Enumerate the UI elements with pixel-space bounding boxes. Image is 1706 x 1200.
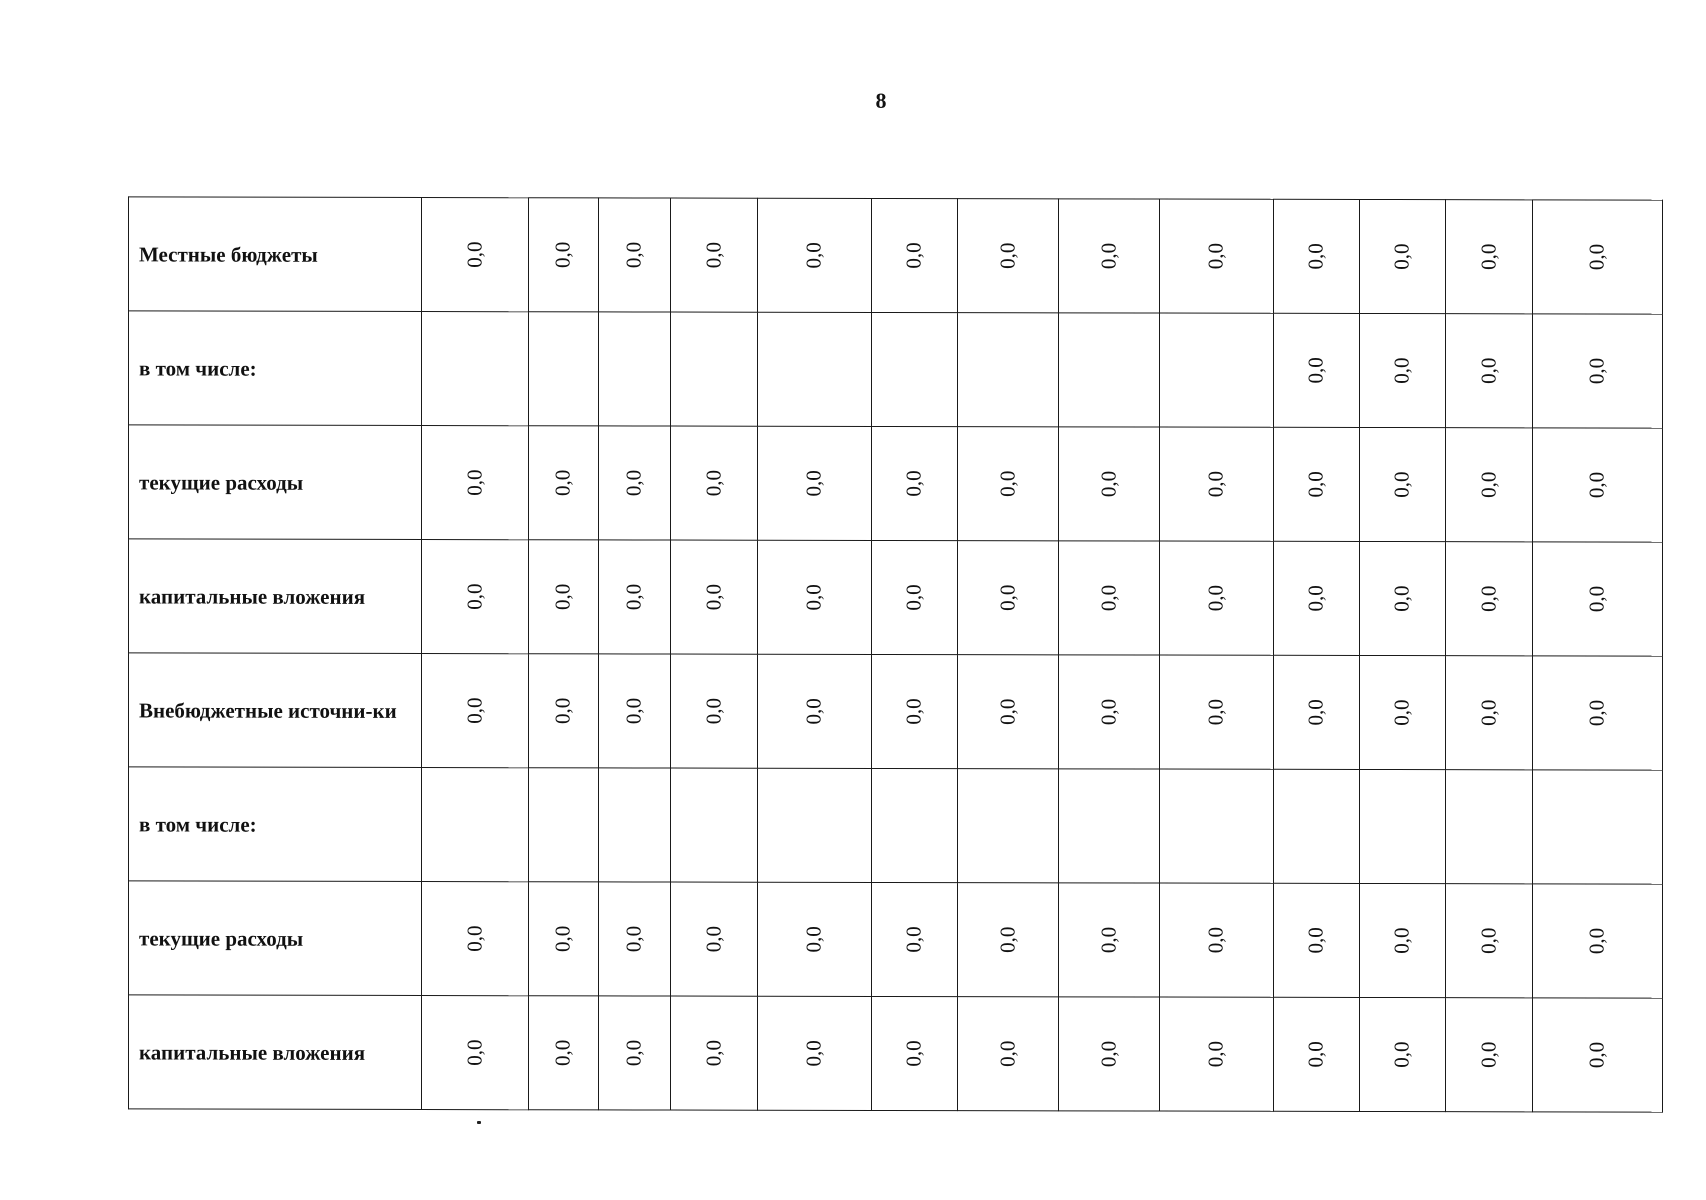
table-cell bbox=[1160, 313, 1274, 427]
cell-value: 0,0 bbox=[622, 469, 646, 497]
cell-value: 0,0 bbox=[995, 698, 1020, 725]
cell-value: 0,0 bbox=[1585, 1041, 1609, 1069]
cell-value: 0,0 bbox=[802, 584, 826, 611]
cell-value: 0,0 bbox=[1096, 698, 1121, 726]
table-row bbox=[129, 881, 1663, 998]
table-cell bbox=[1059, 883, 1160, 997]
table-cell bbox=[1533, 884, 1663, 998]
table-cell bbox=[599, 882, 671, 996]
table-cell bbox=[1360, 997, 1446, 1111]
cell-value: 0,0 bbox=[1390, 471, 1414, 498]
table-cell bbox=[1274, 997, 1360, 1111]
table-cell bbox=[1446, 542, 1533, 656]
table-cell bbox=[1274, 427, 1360, 541]
cell-value: 0,0 bbox=[802, 470, 826, 497]
table-cell bbox=[1446, 428, 1533, 542]
cell-value: 0,0 bbox=[462, 241, 487, 268]
cell-value: 0,0 bbox=[701, 1039, 726, 1067]
table-cell bbox=[1446, 200, 1533, 314]
cell-value: 0,0 bbox=[1476, 243, 1501, 270]
cell-value: 0,0 bbox=[1204, 243, 1228, 270]
table-cell bbox=[1360, 883, 1446, 997]
cell-value: 0,0 bbox=[1304, 585, 1328, 612]
table-cell bbox=[671, 426, 758, 540]
cell-value: 0,0 bbox=[1476, 927, 1501, 954]
table-cell bbox=[422, 768, 529, 882]
cell-value: 0,0 bbox=[1585, 699, 1609, 727]
table-cell bbox=[958, 541, 1059, 655]
cell-value: 0,0 bbox=[802, 926, 826, 953]
cell-value: 0,0 bbox=[701, 241, 726, 269]
table-cell bbox=[872, 198, 958, 312]
table-cell bbox=[1160, 199, 1274, 313]
cell-value: 0,0 bbox=[1585, 471, 1609, 499]
table-cell bbox=[529, 312, 599, 426]
table-cell bbox=[1160, 997, 1274, 1111]
table-cell bbox=[1059, 199, 1160, 313]
table-cell bbox=[1533, 656, 1663, 770]
table-cell bbox=[1059, 769, 1160, 883]
cell-value: 0,0 bbox=[1585, 927, 1609, 955]
table-cell bbox=[599, 312, 671, 426]
table-cell bbox=[529, 540, 599, 654]
cell-value: 0,0 bbox=[1304, 1041, 1328, 1068]
table-body bbox=[129, 197, 1663, 1112]
table-cell bbox=[671, 198, 758, 312]
cell-value: 0,0 bbox=[462, 583, 487, 610]
row-label: текущие расходы bbox=[129, 425, 422, 540]
cell-value: 0,0 bbox=[701, 583, 726, 611]
table-cell bbox=[1059, 997, 1160, 1111]
table-row bbox=[129, 653, 1663, 770]
table-cell bbox=[599, 768, 671, 882]
table-cell bbox=[422, 996, 529, 1110]
row-label: в том числе: bbox=[129, 767, 422, 882]
table-cell bbox=[958, 313, 1059, 427]
table-cell bbox=[758, 540, 872, 654]
cell-value: 0,0 bbox=[1390, 927, 1414, 954]
cell-value: 0,0 bbox=[551, 925, 575, 952]
table-cell bbox=[1059, 313, 1160, 427]
cell-value: 0,0 bbox=[551, 241, 575, 268]
table-cell bbox=[422, 198, 529, 312]
cell-value: 0,0 bbox=[462, 925, 487, 952]
cell-value: 0,0 bbox=[622, 583, 646, 611]
table-cell bbox=[529, 654, 599, 768]
table-cell bbox=[872, 540, 958, 654]
table-cell bbox=[1533, 542, 1663, 656]
cell-value: 0,0 bbox=[995, 242, 1020, 269]
table-cell bbox=[1533, 314, 1663, 428]
table-cell bbox=[872, 996, 958, 1110]
table-cell bbox=[1446, 884, 1533, 998]
table-cell bbox=[1274, 541, 1360, 655]
table-cell bbox=[599, 996, 671, 1110]
cell-value: 0,0 bbox=[1476, 1041, 1501, 1068]
cell-value: 0,0 bbox=[1476, 357, 1501, 384]
table-row bbox=[129, 995, 1663, 1112]
cell-value: 0,0 bbox=[551, 697, 575, 724]
cell-value: 0,0 bbox=[1304, 357, 1328, 384]
table-cell bbox=[529, 198, 599, 312]
cell-value: 0,0 bbox=[902, 698, 926, 725]
table-row bbox=[129, 767, 1663, 884]
cell-value: 0,0 bbox=[902, 926, 926, 953]
table-cell bbox=[958, 655, 1059, 769]
table-cell bbox=[1274, 769, 1360, 883]
table-cell bbox=[1360, 313, 1446, 427]
table-row bbox=[129, 311, 1663, 428]
table-cell bbox=[671, 654, 758, 768]
table-cell bbox=[529, 882, 599, 996]
table-cell bbox=[1533, 998, 1663, 1112]
cell-value: 0,0 bbox=[622, 697, 646, 725]
table-cell bbox=[758, 198, 872, 312]
table-cell bbox=[599, 540, 671, 654]
table-cell bbox=[758, 654, 872, 768]
cell-value: 0,0 bbox=[1304, 927, 1328, 954]
table-cell bbox=[599, 426, 671, 540]
table-cell bbox=[422, 654, 529, 768]
cell-value: 0,0 bbox=[622, 1039, 646, 1067]
table-cell bbox=[872, 654, 958, 768]
cell-value: 0,0 bbox=[1096, 584, 1121, 612]
cell-value: 0,0 bbox=[462, 697, 487, 724]
cell-value: 0,0 bbox=[802, 1040, 826, 1067]
cell-value: 0,0 bbox=[701, 697, 726, 725]
cell-value: 0,0 bbox=[551, 1039, 575, 1066]
table-cell bbox=[671, 540, 758, 654]
table-cell bbox=[529, 426, 599, 540]
cell-value: 0,0 bbox=[1096, 1040, 1121, 1068]
row-label: капитальные вложения bbox=[129, 539, 422, 654]
table-cell bbox=[422, 426, 529, 540]
table-cell bbox=[1274, 655, 1360, 769]
budget-table bbox=[128, 196, 1663, 1112]
table-cell bbox=[758, 312, 872, 426]
cell-value: 0,0 bbox=[1096, 242, 1121, 270]
page-number: 8 bbox=[875, 88, 887, 113]
cell-value: 0,0 bbox=[551, 583, 575, 610]
table-cell bbox=[529, 996, 599, 1110]
table-cell bbox=[671, 312, 758, 426]
cell-value: 0,0 bbox=[1585, 585, 1609, 613]
cell-value: 0,0 bbox=[1096, 470, 1121, 498]
table-cell bbox=[599, 654, 671, 768]
cell-value: 0,0 bbox=[902, 1040, 926, 1067]
table-cell bbox=[958, 883, 1059, 997]
row-label: Местные бюджеты bbox=[129, 197, 422, 312]
table-cell bbox=[529, 768, 599, 882]
table-cell bbox=[1446, 998, 1533, 1112]
cell-value: 0,0 bbox=[701, 469, 726, 497]
table-cell bbox=[758, 996, 872, 1110]
scan-speck bbox=[477, 1121, 481, 1124]
table-cell bbox=[1360, 541, 1446, 655]
table-row bbox=[129, 539, 1663, 656]
cell-value: 0,0 bbox=[1204, 585, 1228, 612]
cell-value: 0,0 bbox=[1476, 699, 1501, 726]
cell-value: 0,0 bbox=[462, 1039, 487, 1066]
cell-value: 0,0 bbox=[1585, 357, 1609, 385]
table-cell bbox=[671, 882, 758, 996]
table-cell bbox=[671, 996, 758, 1110]
table-cell bbox=[1059, 427, 1160, 541]
table-cell bbox=[758, 882, 872, 996]
table-cell bbox=[422, 312, 529, 426]
cell-value: 0,0 bbox=[1204, 927, 1228, 954]
table-cell bbox=[1446, 314, 1533, 428]
cell-value: 0,0 bbox=[1585, 243, 1609, 271]
cell-value: 0,0 bbox=[551, 469, 575, 496]
cell-value: 0,0 bbox=[995, 1040, 1020, 1067]
table-cell bbox=[1160, 883, 1274, 997]
cell-value: 0,0 bbox=[1096, 926, 1121, 954]
cell-value: 0,0 bbox=[1390, 243, 1414, 270]
table-cell bbox=[422, 882, 529, 996]
table-cell bbox=[958, 997, 1059, 1111]
table-cell bbox=[872, 882, 958, 996]
cell-value: 0,0 bbox=[462, 469, 487, 496]
table-cell bbox=[958, 199, 1059, 313]
cell-value: 0,0 bbox=[1204, 699, 1228, 726]
table-cell bbox=[1533, 770, 1663, 884]
cell-value: 0,0 bbox=[995, 584, 1020, 611]
cell-value: 0,0 bbox=[995, 926, 1020, 953]
table-cell bbox=[758, 768, 872, 882]
cell-value: 0,0 bbox=[902, 584, 926, 611]
table-cell bbox=[599, 198, 671, 312]
table-cell bbox=[1360, 427, 1446, 541]
table-cell bbox=[1274, 883, 1360, 997]
table-cell bbox=[1059, 655, 1160, 769]
table-cell bbox=[1274, 313, 1360, 427]
table-cell bbox=[1360, 769, 1446, 883]
table-cell bbox=[758, 426, 872, 540]
budget-table-container bbox=[128, 196, 1662, 1111]
cell-value: 0,0 bbox=[1390, 585, 1414, 612]
cell-value: 0,0 bbox=[1204, 471, 1228, 498]
table-cell bbox=[1533, 200, 1663, 314]
table-row bbox=[129, 197, 1663, 314]
table-cell bbox=[872, 426, 958, 540]
cell-value: 0,0 bbox=[902, 242, 926, 269]
cell-value: 0,0 bbox=[701, 925, 726, 953]
table-cell bbox=[1360, 655, 1446, 769]
table-cell bbox=[1059, 541, 1160, 655]
cell-value: 0,0 bbox=[1390, 699, 1414, 726]
row-label: Внебюджетные источни-ки bbox=[129, 653, 422, 768]
cell-value: 0,0 bbox=[622, 925, 646, 953]
cell-value: 0,0 bbox=[1204, 1041, 1228, 1068]
table-cell bbox=[872, 768, 958, 882]
table-cell bbox=[1274, 199, 1360, 313]
cell-value: 0,0 bbox=[802, 242, 826, 269]
table-cell bbox=[1160, 769, 1274, 883]
table-row bbox=[129, 425, 1663, 542]
cell-value: 0,0 bbox=[902, 470, 926, 497]
cell-value: 0,0 bbox=[802, 698, 826, 725]
row-label: текущие расходы bbox=[129, 881, 422, 996]
table-cell bbox=[671, 768, 758, 882]
cell-value: 0,0 bbox=[1476, 585, 1501, 612]
table-cell bbox=[1446, 770, 1533, 884]
table-cell bbox=[958, 769, 1059, 883]
table-cell bbox=[872, 312, 958, 426]
table-cell bbox=[422, 540, 529, 654]
cell-value: 0,0 bbox=[1304, 699, 1328, 726]
cell-value: 0,0 bbox=[1390, 357, 1414, 384]
table-cell bbox=[1160, 427, 1274, 541]
table-cell bbox=[1446, 656, 1533, 770]
row-label: в том числе: bbox=[129, 311, 422, 426]
table-cell bbox=[958, 427, 1059, 541]
cell-value: 0,0 bbox=[622, 241, 646, 269]
table-cell bbox=[1360, 199, 1446, 313]
table-cell bbox=[1160, 655, 1274, 769]
table-cell bbox=[1533, 428, 1663, 542]
table-cell bbox=[1160, 541, 1274, 655]
cell-value: 0,0 bbox=[1476, 471, 1501, 498]
cell-value: 0,0 bbox=[1304, 471, 1328, 498]
cell-value: 0,0 bbox=[1390, 1041, 1414, 1068]
cell-value: 0,0 bbox=[1304, 243, 1328, 270]
cell-value: 0,0 bbox=[995, 470, 1020, 497]
row-label: капитальные вложения bbox=[129, 995, 422, 1110]
